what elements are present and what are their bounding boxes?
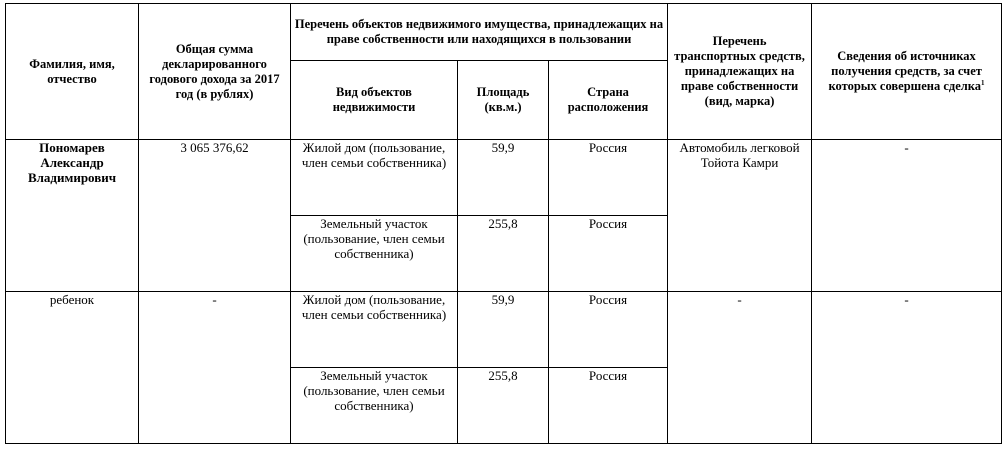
- property-area: 59,9: [458, 292, 549, 368]
- header-realty-group: Перечень объектов недвижимого имущества, принадлежащих на праве собственности или находящихся в пользовании: [291, 4, 668, 61]
- header-area: Площадь (кв.м.): [458, 61, 549, 140]
- table-row: [6, 140, 1002, 216]
- header-income: Общая сумма декларированного годового дохода за 2017 год (в рублях): [139, 4, 291, 140]
- person-income: -: [139, 292, 291, 444]
- person-transport: Автомобиль легковой Тойота Камри: [668, 140, 812, 292]
- person-sources: -: [812, 292, 1002, 444]
- person-transport: -: [668, 292, 812, 444]
- person-name: Пономарев Александр Владимирович: [6, 140, 139, 292]
- property-country: Россия: [549, 292, 668, 368]
- property-type: Жилой дом (пользование, член семьи собственника): [291, 140, 458, 216]
- property-country: Россия: [549, 216, 668, 292]
- property-country: Россия: [549, 140, 668, 216]
- property-country: Россия: [549, 368, 668, 444]
- property-type: Земельный участок (пользование, член семьи собственника): [291, 216, 458, 292]
- footnote-mark: 1: [981, 78, 985, 87]
- table-row: [6, 292, 1002, 368]
- header-fio: Фамилия, имя, отчество: [6, 4, 139, 140]
- property-type: Жилой дом (пользование, член семьи собственника): [291, 292, 458, 368]
- property-area: 59,9: [458, 140, 549, 216]
- header-sources: [812, 4, 1002, 140]
- property-type: Земельный участок (пользование, член семьи собственника): [291, 368, 458, 444]
- header-realty-type: Вид объектов недвижимости: [291, 61, 458, 140]
- header-sources-text: Сведения об источниках получения средств, за счет которых совершена сделка: [828, 49, 982, 93]
- property-area: 255,8: [458, 216, 549, 292]
- person-income: 3 065 376,62: [139, 140, 291, 292]
- header-transport: Перечень транспортных средств, принадлежащих на праве собственности (вид, марка): [668, 4, 812, 140]
- header-country: Страна расположения: [549, 61, 668, 140]
- header-row-1: [6, 4, 1002, 61]
- person-name: ребенок: [6, 292, 139, 444]
- person-sources: -: [812, 140, 1002, 292]
- property-area: 255,8: [458, 368, 549, 444]
- declaration-table: [5, 3, 1002, 444]
